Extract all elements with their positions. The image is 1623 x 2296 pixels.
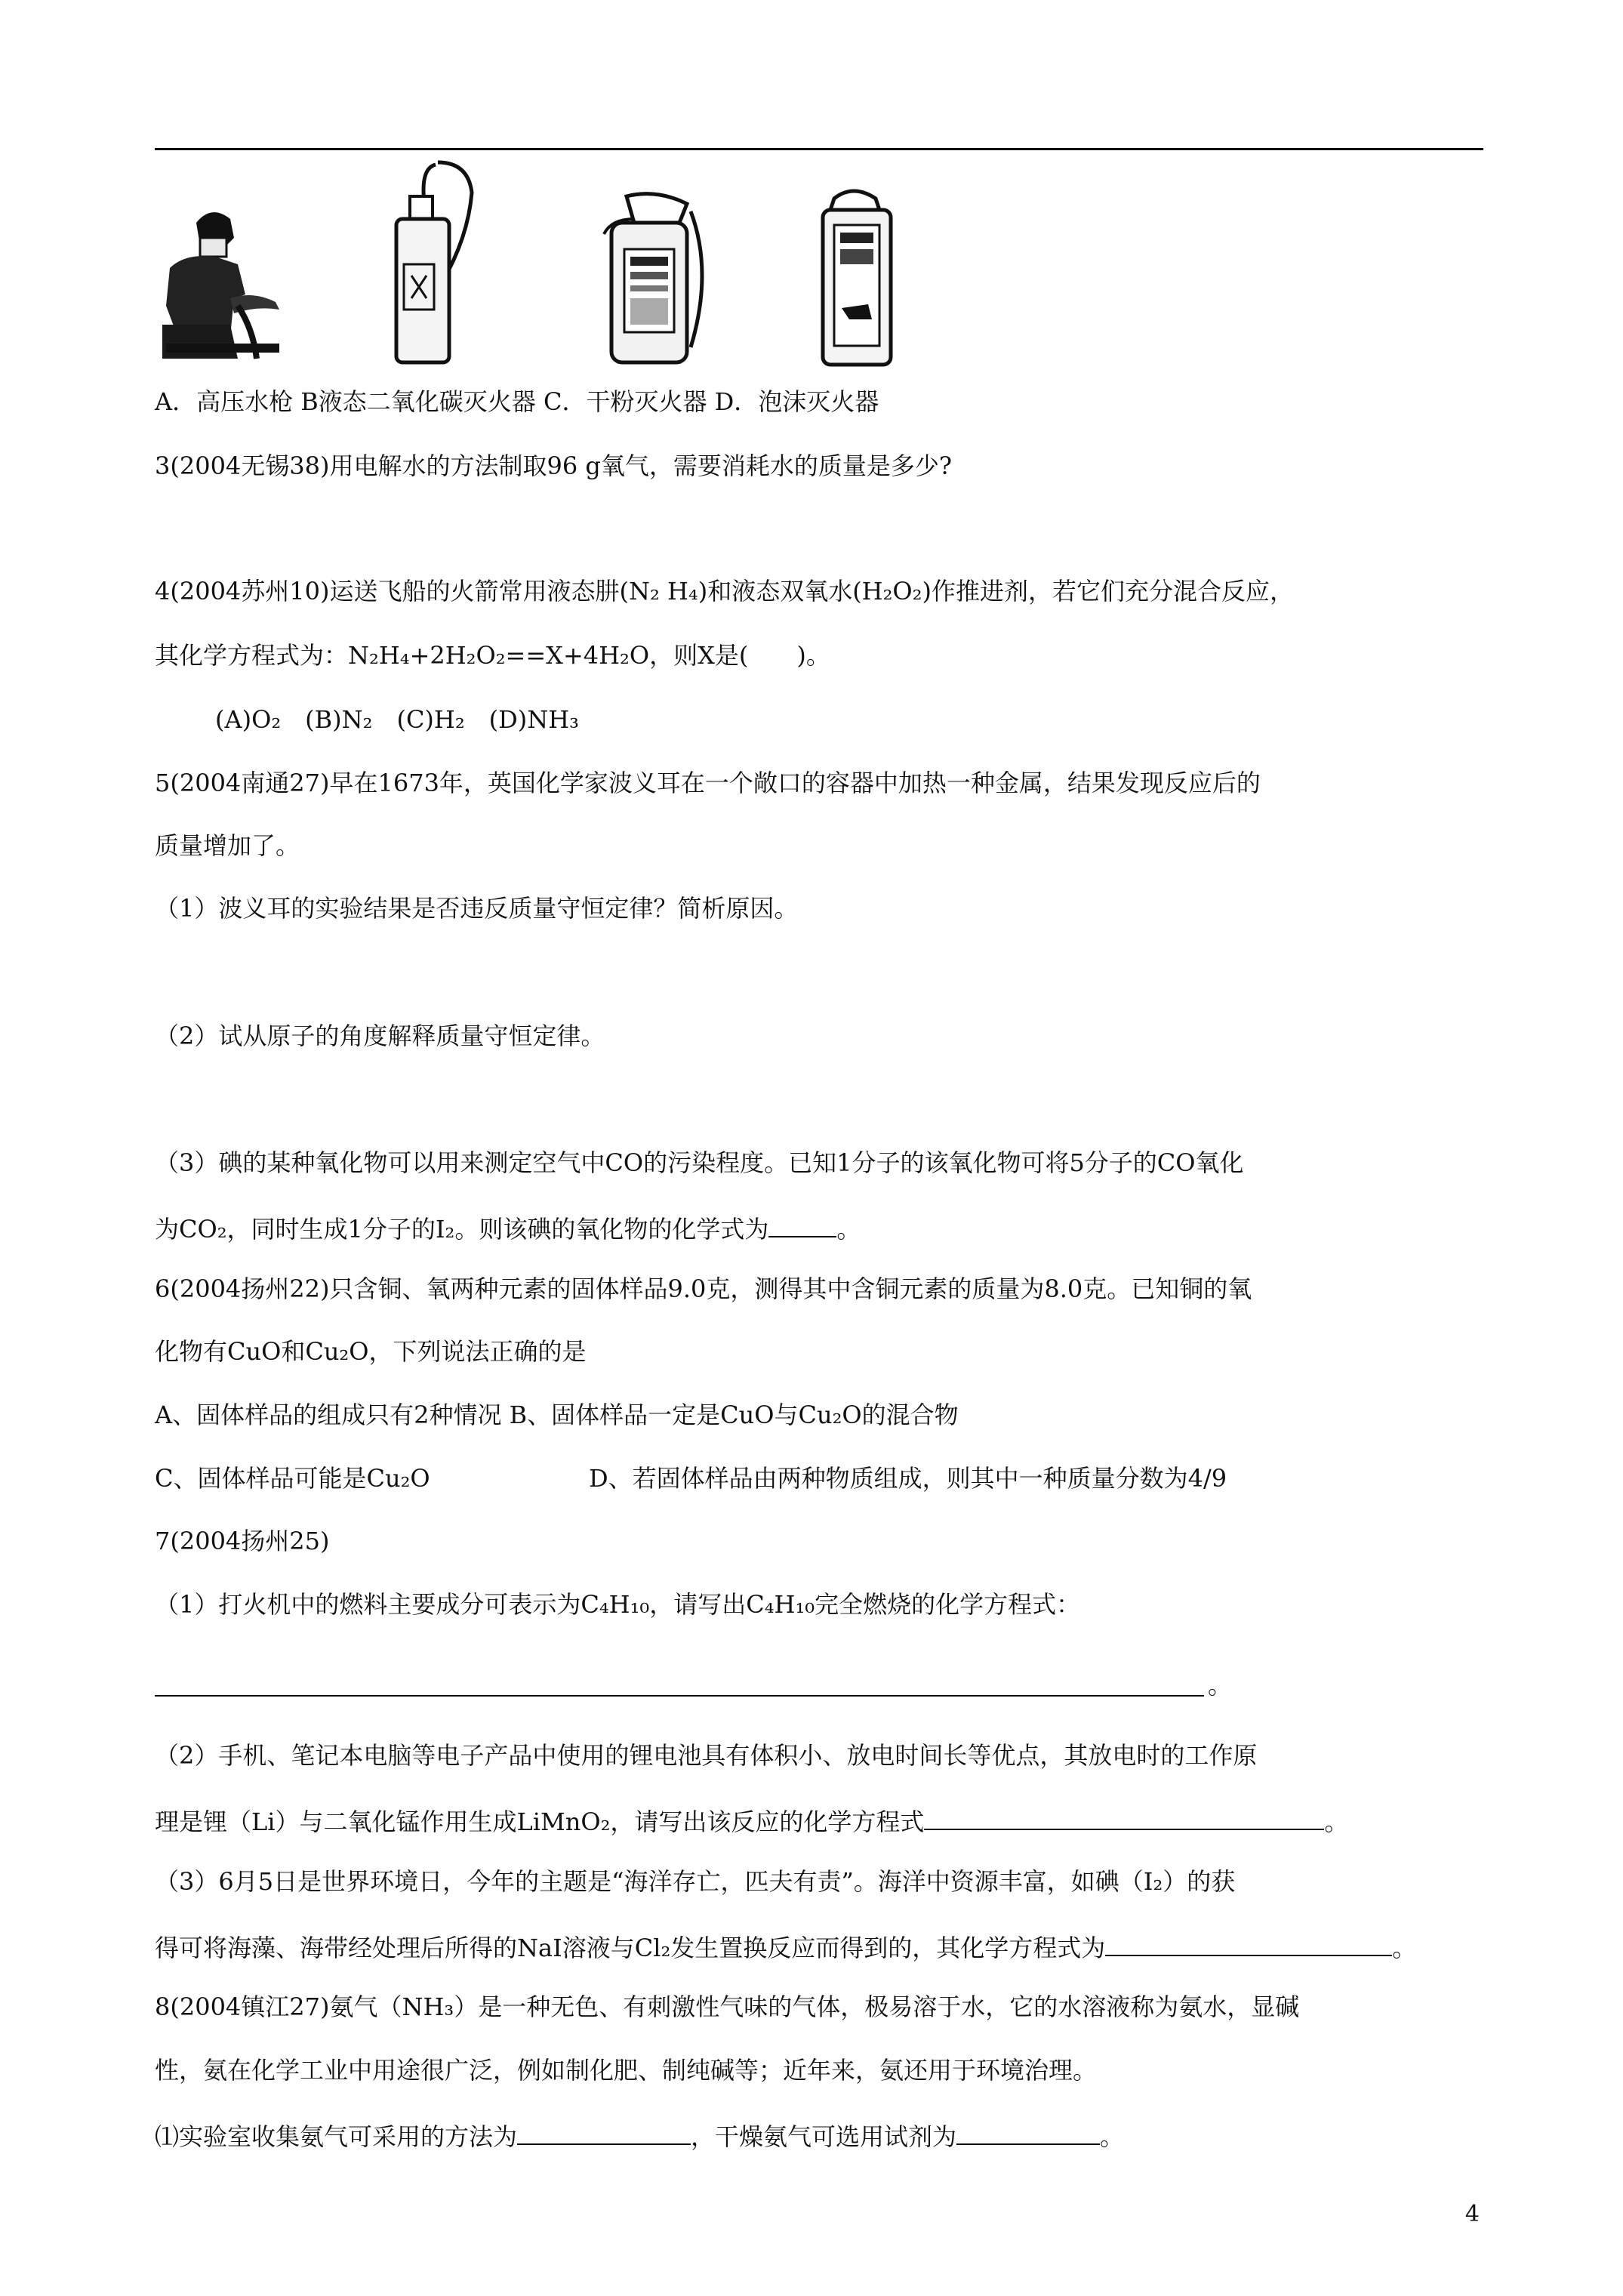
answer-blank-drying-agent[interactable] [956,2118,1100,2145]
question-5-part-1: （1）波义耳的实验结果是否违反质量守恒定律？简析原因。 [155,894,799,923]
question-7-heading: 7(2004扬州25) [155,1527,330,1555]
question-4-line-1: 4(2004苏州10)运送飞船的火箭常用液态肼(N₂ H₄)和液态双氧水(H₂O₂)作推进剂，若它们充分混合反应， [155,577,1294,606]
question-8-line-1: 8(2004镇江27)氨气（NH₃）是一种无色、有刺激性气味的气体，极易溶于水，它的水溶液称为氨水，显碱 [155,1992,1300,2021]
extinguisher-options: A．高压水枪 B液态二氧化碳灭火器 C．干粉灭火器 D．泡沫灭火器 [155,387,879,416]
dry-powder-extinguisher-illustration [593,189,721,366]
question-5-part-3-line-2 [155,1210,861,1244]
answer-blank-butane-combustion[interactable] [155,1695,1204,1697]
question-5-part-2: （2）试从原子的角度解释质量守恒定律。 [155,1022,605,1050]
question-5-part-3-line-1: （3）碘的某种氧化物可以用来测定空气中CO的污染程度。已知1分子的该氧化物可将5分子的CO氧化 [155,1148,1244,1177]
question-7-part-3-line-1: （3）6月5日是世界环境日，今年的主题是“海洋存亡，匹夫有责”。海洋中资源丰富，如碘（I₂）的获 [155,1867,1236,1896]
question-5-line-2: 质量增加了。 [155,831,300,860]
question-6-options-ab: A、固体样品的组成只有2种情况 B、固体样品一定是CuO与Cu₂O的混合物 [155,1401,959,1429]
question-6-option-c: C、固体样品可能是Cu₂O [155,1464,430,1493]
header-rule [155,148,1483,150]
question-5-part-3-text: 为CO₂，同时生成1分子的I₂。则该碘的氧化物的化学式为 [155,1215,769,1244]
question-8-part-1-text: ⑴实验室收集氨气可采用的方法为 [155,2122,518,2151]
question-7-part-3-text: 得可将海藻、海带经处理后所得的NaI溶液与Cl₂发生置换反应而得到的，其化学方程式为 [155,1934,1106,1962]
firefighter-hose-illustration [155,193,287,366]
question-6-line-2: 化物有CuO和Cu₂O，下列说法正确的是 [155,1337,587,1366]
answer-blank-lithium-equation[interactable] [924,1803,1324,1830]
question-6-line-1: 6(2004扬州22)只含铜、氧两种元素的固体样品9.0克，测得其中含铜元素的质量为8.0克。已知铜的氧 [155,1274,1252,1303]
sentence-end: 。 [1324,1808,1349,1836]
question-3: 3(2004无锡38)用电解水的方法制取96 g氧气，需要消耗水的质量是多少? [155,451,953,480]
sentence-end: 。 [1208,1671,1233,1700]
answer-blank-iodine-equation[interactable] [1105,1929,1392,1956]
question-8-part-1-text-2: ，干燥氨气可选用试剂为 [691,2122,957,2151]
question-7-part-3-line-2 [155,1929,1416,1963]
question-8-part-1 [155,2118,1124,2152]
foam-extinguisher-illustration [812,187,902,368]
question-6-option-d: D、若固体样品由两种物质组成，则其中一种质量分数为4/9 [589,1464,1227,1493]
question-7-part-1: （1）打火机中的燃料主要成分可表示为C₄H₁₀，请写出C₄H₁₀完全燃烧的化学方程式： [155,1590,1081,1619]
liquid-co2-extinguisher-illustration [381,159,487,366]
sentence-end: 。 [1100,2122,1125,2151]
question-5-line-1: 5(2004南通27)早在1673年，英国化学家波义耳在一个敞口的容器中加热一种金属，结果发现反应后的 [155,769,1261,797]
sentence-end: 。 [836,1215,861,1244]
question-7-part-2-line-2 [155,1803,1348,1837]
answer-blank-iodine-oxide[interactable] [768,1210,836,1237]
page-number: 4 [1464,2201,1480,2227]
answer-blank-collection-method[interactable] [517,2118,691,2145]
question-8-line-2: 性，氨在化学工业中用途很广泛，例如制化肥、制纯碱等；近年来，氨还用于环境治理。 [155,2056,1098,2085]
question-7-part-2-text: 理是锂（Li）与二氧化锰作用生成LiMnO₂，请写出该反应的化学方程式 [155,1808,925,1836]
question-7-part-2-line-1: （2）手机、笔记本电脑等电子产品中使用的锂电池具有体积小、放电时间长等优点，其放电时的工作原 [155,1741,1258,1770]
question-4-line-2: 其化学方程式为：N₂H₄+2H₂O₂==X+4H₂O，则X是( )。 [155,641,830,670]
question-4-options: (A)O₂ (B)N₂ (C)H₂ (D)NH₃ [215,705,580,734]
sentence-end: 。 [1392,1934,1417,1962]
